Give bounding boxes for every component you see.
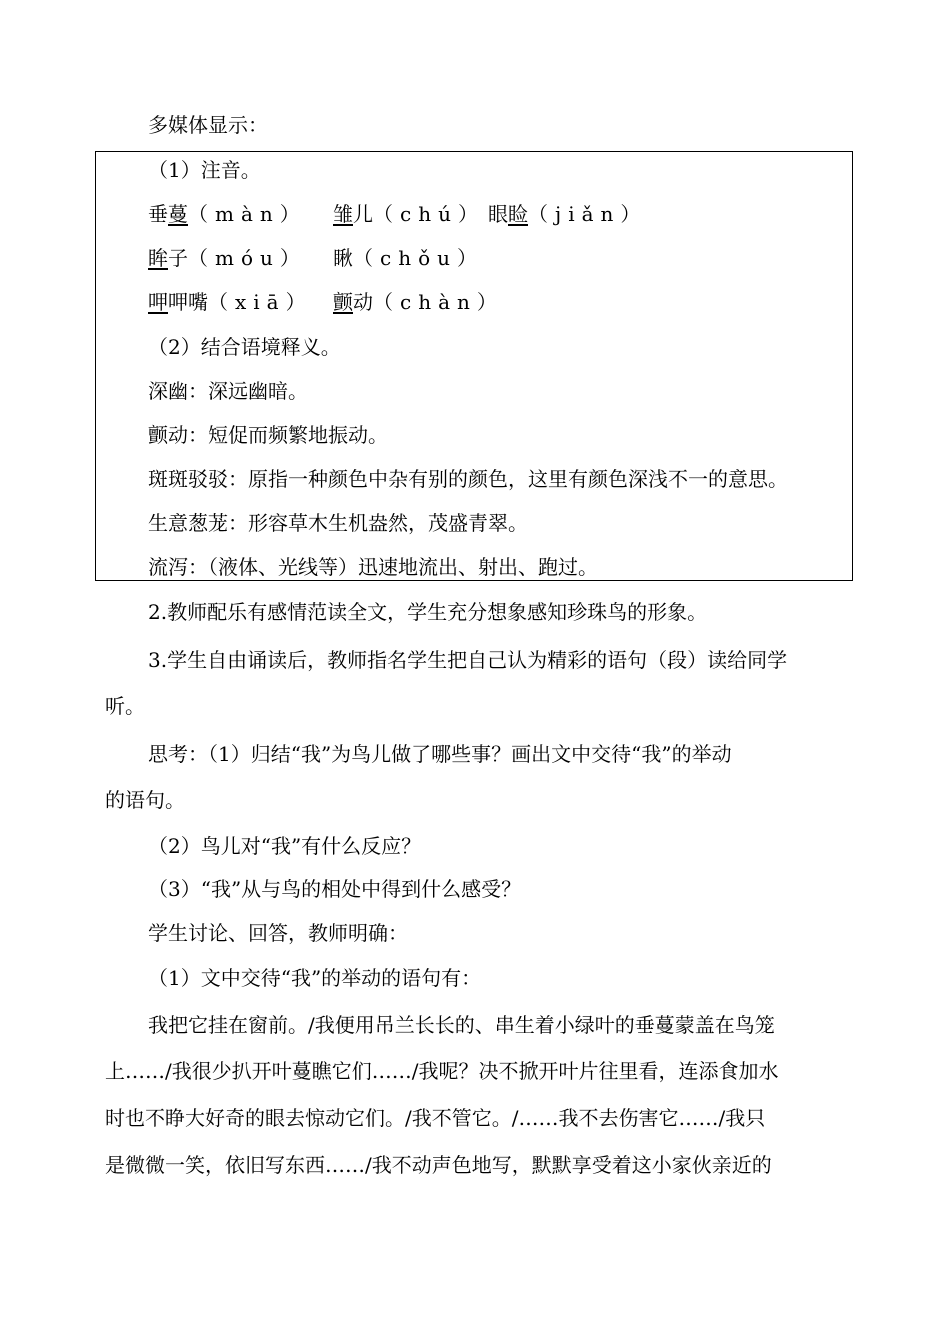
pinyin-item — [488, 201, 647, 227]
meaning-item: 深幽：深远幽暗。 — [148, 379, 308, 403]
multimedia-header: 多媒体显示： — [148, 113, 268, 137]
paragraph-3-cont: 听。 — [105, 694, 145, 718]
quote-line: 上……/我很少扒开叶蔓瞧它们……/我呢？决不掀开叶片往里看，连添食加水 — [105, 1059, 779, 1083]
pinyin-underlined-char: 雏 — [333, 202, 353, 226]
answer-1: （1）文中交待“我”的举动的语句有： — [148, 966, 482, 990]
meaning-item: 斑斑驳驳：原指一种颜色中杂有别的颜色，这里有颜色深浅不一的意思。 — [148, 467, 788, 491]
think-question: 思考：（1）归结“我”为鸟儿做了哪些事？画出文中交待“我”的举动 — [148, 742, 732, 766]
pinyin-char-rest: 动 — [353, 290, 373, 314]
pinyin-item — [333, 201, 485, 227]
paragraph-3: 3.学生自由诵读后，教师指名学生把自己认为精彩的语句（段）读给同学 — [148, 648, 788, 672]
question-2: （2）鸟儿对“我”有什么反应？ — [148, 834, 422, 858]
meaning-item: 生意葱茏：形容草木生机盎然，茂盛青翠。 — [148, 511, 528, 535]
meaning-item: 颤动：短促而频繁地振动。 — [148, 423, 388, 447]
pinyin-reading: （chú） — [373, 202, 485, 226]
pinyin-underlined-char: 颤 — [333, 290, 353, 314]
pinyin-char: 垂 — [148, 202, 168, 226]
paragraph-2: 2.教师配乐有感情范读全文，学生充分想象感知珍珠鸟的形象。 — [148, 600, 708, 624]
pinyin-underlined-char: 呷 — [148, 290, 168, 314]
quote-line: 是微微一笑，依旧写东西……/我不动声色地写，默默享受着这小家伙亲近的 — [105, 1153, 772, 1177]
think-question-cont: 的语句。 — [105, 788, 185, 812]
pinyin-item — [333, 245, 484, 271]
pinyin-char-rest: 呷嘴 — [168, 290, 208, 314]
pinyin-item — [333, 289, 504, 315]
quote-line: 我把它挂在窗前。/我便用吊兰长长的、串生着小绿叶的垂蔓蒙盖在鸟笼 — [148, 1013, 775, 1037]
pinyin-reading: （jiǎn） — [528, 202, 648, 226]
pinyin-underlined-char: 蔓 — [168, 202, 188, 226]
meaning-title: （2）结合语境释义。 — [148, 335, 341, 359]
pinyin-reading: （màn） — [188, 202, 307, 226]
pinyin-underlined-char: 睑 — [508, 202, 528, 226]
discussion: 学生讨论、回答，教师明确： — [148, 921, 408, 945]
pinyin-char: 眼 — [488, 202, 508, 226]
pinyin-char-rest: 子 — [168, 246, 188, 270]
quote-line: 时也不睁大好奇的眼去惊动它们。/我不管它。/……我不去伤害它……/我只 — [105, 1106, 766, 1130]
meaning-item: 流泻：（液体、光线等）迅速地流出、射出、跑过。 — [148, 555, 598, 579]
pinyin-item — [148, 245, 307, 271]
pinyin-item — [148, 289, 313, 315]
pinyin-item — [148, 201, 307, 227]
pinyin-reading: （xiā） — [208, 290, 313, 314]
pinyin-underlined-char: 眸 — [148, 246, 168, 270]
note-title: （1）注音。 — [148, 158, 261, 182]
pinyin-reading: （chàn） — [373, 290, 504, 314]
pinyin-char-rest: 瞅 — [333, 246, 353, 270]
pinyin-char-rest: 儿 — [353, 202, 373, 226]
pinyin-reading: （chǒu） — [353, 246, 485, 270]
pinyin-reading: （móu） — [188, 246, 307, 270]
question-3: （3）“我”从与鸟的相处中得到什么感受？ — [148, 877, 522, 901]
